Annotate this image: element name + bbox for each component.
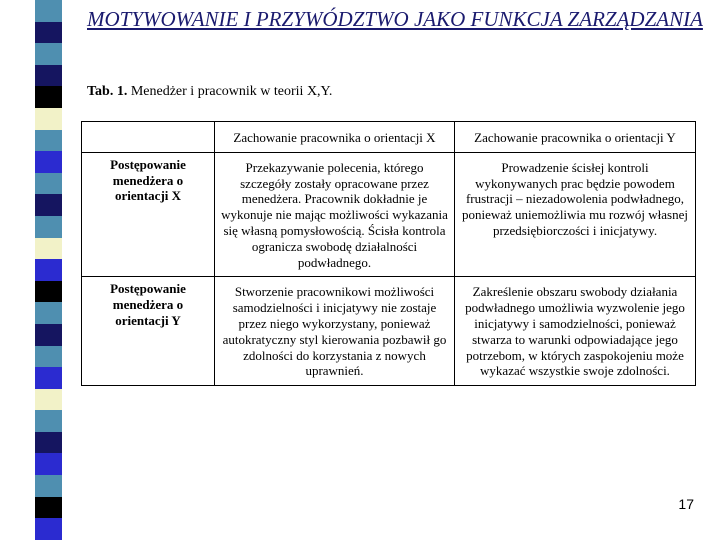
stripe-block (35, 259, 62, 281)
stripe-block (35, 367, 62, 389)
stripe-block (35, 43, 62, 65)
stripe-block (35, 65, 62, 87)
stripe-block (35, 130, 62, 152)
stripe-block (35, 22, 62, 44)
header-cell-orientation-y: Zachowanie pracownika o orientacji Y (455, 122, 696, 153)
row-header-manager-x: Postępowanie menedżera o orientacji X (82, 152, 215, 277)
page-number: 17 (678, 496, 694, 512)
table-cell: Przekazywanie polecenia, którego szczegóły zostały opracowane przez menedżera. Pracownik dokładnie je wykonuje nie mając możliwości wykazania się własną pomysłowością. Ścisła kontrola ogranicza swobodę działalności podwładnego. (215, 152, 455, 277)
row-header-manager-y: Postępowanie menedżera o orientacji Y (82, 277, 215, 386)
table-row (82, 277, 696, 386)
stripe-block (35, 194, 62, 216)
stripe-block (35, 173, 62, 195)
stripe-block (35, 0, 62, 22)
caption-text: Menedżer i pracownik w teorii X,Y. (130, 84, 333, 99)
table-caption (87, 84, 332, 100)
stripe-block (35, 453, 62, 475)
stripe-block (35, 475, 62, 497)
stripe-block (35, 302, 62, 324)
stripe-block (35, 238, 62, 260)
stripe-block (35, 324, 62, 346)
header-cell-empty (82, 122, 215, 153)
stripe-block (35, 518, 62, 540)
stripe-block (35, 216, 62, 238)
table-cell: Stworzenie pracownikowi możliwości samodzielności i inicjatywy nie zostaje przez niego wykorzystany, ponieważ autokratyczny styl kierowania pozbawił go zdolności do korzystania z nowych uprawnień. (215, 277, 455, 386)
stripe-block (35, 497, 62, 519)
table-header-row (82, 122, 696, 153)
stripe-block (35, 86, 62, 108)
header-cell-orientation-x: Zachowanie pracownika o orientacji X (215, 122, 455, 153)
caption-label: Tab. 1. (87, 84, 128, 99)
stripe-block (35, 432, 62, 454)
stripe-block (35, 281, 62, 303)
stripe-block (35, 389, 62, 411)
stripe-block (35, 108, 62, 130)
decorative-color-stripe (35, 0, 62, 540)
slide-title: MOTYWOWANIE I PRZYWÓDZTWO JAKO FUNKCJA ZARZĄDZANIA (87, 7, 703, 31)
table-cell: Zakreślenie obszaru swobody działania podwładnego umożliwia wyzwolenie jego inicjatywy i samodzielności, ponieważ stwarza to warunki odpowiadające jego potrzebom, w których zaspokojeniu może wykazać wszystkie swoje zdolności. (455, 277, 696, 386)
theory-xy-table (81, 121, 696, 386)
table-cell: Prowadzenie ścisłej kontroli wykonywanych prac będzie powodem frustracji – niezadowolenia podwładnego, ponieważ uniemożliwia mu rozwój własnej przedsiębiorczości i inicjatywy. (455, 152, 696, 277)
stripe-block (35, 151, 62, 173)
table-row (82, 152, 696, 277)
stripe-block (35, 346, 62, 368)
stripe-block (35, 410, 62, 432)
